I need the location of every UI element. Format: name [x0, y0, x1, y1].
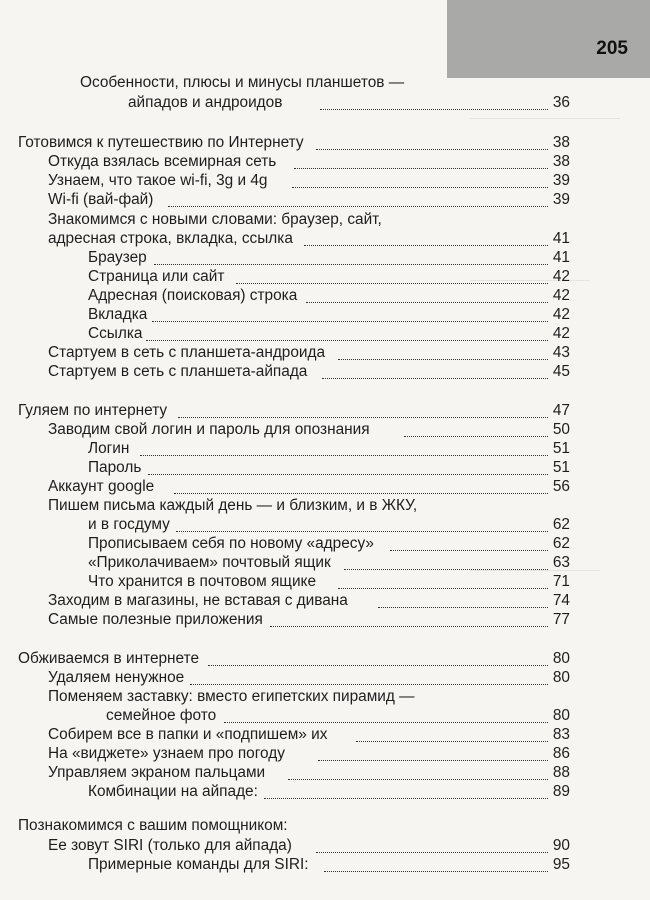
toc-line: Пишем письма каждый день — и близким, и в ЖКУ, [48, 497, 418, 514]
toc-section-heading: Познакомимся с вашим помощником: [18, 817, 288, 834]
toc-entry: Вкладка 42 [88, 306, 570, 323]
toc-entry: Собирем все в папки и «подпишем» их 83 [48, 726, 570, 743]
toc-entry: Что хранится в почтовом ящике 71 [88, 573, 570, 590]
toc-entry: Примерные команды для SIRI: 95 [88, 856, 570, 873]
toc-entry: Стартуем в сеть с планшета-андроида 43 [48, 344, 570, 361]
toc-entry: айпадов и андроидов 36 [128, 94, 570, 111]
toc-entry: Заводим свой логин и пароль для опознания 50 [48, 421, 570, 438]
toc-entry: Прописываем себя по новому «адресу» 62 [88, 535, 570, 552]
page-number: 205 [596, 38, 628, 59]
toc-entry: Адресная (поисковая) строка 42 [88, 287, 570, 304]
toc-entry: Стартуем в сеть с планшета-айпада 45 [48, 363, 570, 380]
toc-entry: Заходим в магазины, не вставая с дивана 74 [48, 592, 570, 609]
toc-entry: Откуда взялась всемирная сеть 38 [48, 153, 570, 170]
toc-entry: «Приколачиваем» почтовый ящик 63 [88, 554, 570, 571]
toc-section: Готовимся к путешествию по Интернету 38 [18, 134, 570, 151]
toc-entry: Аккаунт google 56 [48, 478, 570, 495]
toc-section: Обживаемся в интернете 80 [18, 650, 570, 667]
toc-entry: Комбинации на айпаде: 89 [88, 783, 570, 800]
toc-entry: Узнаем, что такое wi-fi, 3g и 4g 39 [48, 172, 570, 189]
toc-entry: На «виджете» узнаем про погоду 86 [48, 745, 570, 762]
toc-entry: Удаляем ненужное 80 [48, 669, 570, 686]
toc-entry: Ссылка 42 [88, 325, 570, 342]
toc-entry: Wi-fi (вай-фай) 39 [48, 191, 570, 208]
toc-entry: семейное фото 80 [106, 707, 570, 724]
toc-entry: Логин 51 [88, 440, 570, 457]
toc-section: Гуляем по интернету 47 [18, 402, 570, 419]
toc-entry: Страница или сайт 42 [88, 268, 570, 285]
toc-entry: адресная строка, вкладка, ссылка 41 [48, 230, 570, 247]
toc-line: Знакомимся с новыми словами: браузер, сайт, [48, 211, 382, 228]
toc-entry: и в госдуму 62 [88, 516, 570, 533]
toc-entry: Браузер 41 [88, 249, 570, 266]
toc-entry: Управляем экраном пальцами 88 [48, 764, 570, 781]
toc-line: Особенности, плюсы и минусы планшетов — [80, 74, 405, 91]
toc-entry: Самые полезные приложения 77 [48, 611, 570, 628]
toc-entry: Пароль 51 [88, 459, 570, 476]
toc-line: Поменяем заставку: вместо египетских пирамид — [48, 688, 415, 705]
toc-entry: Ее зовут SIRI (только для айпада) 90 [48, 837, 570, 854]
